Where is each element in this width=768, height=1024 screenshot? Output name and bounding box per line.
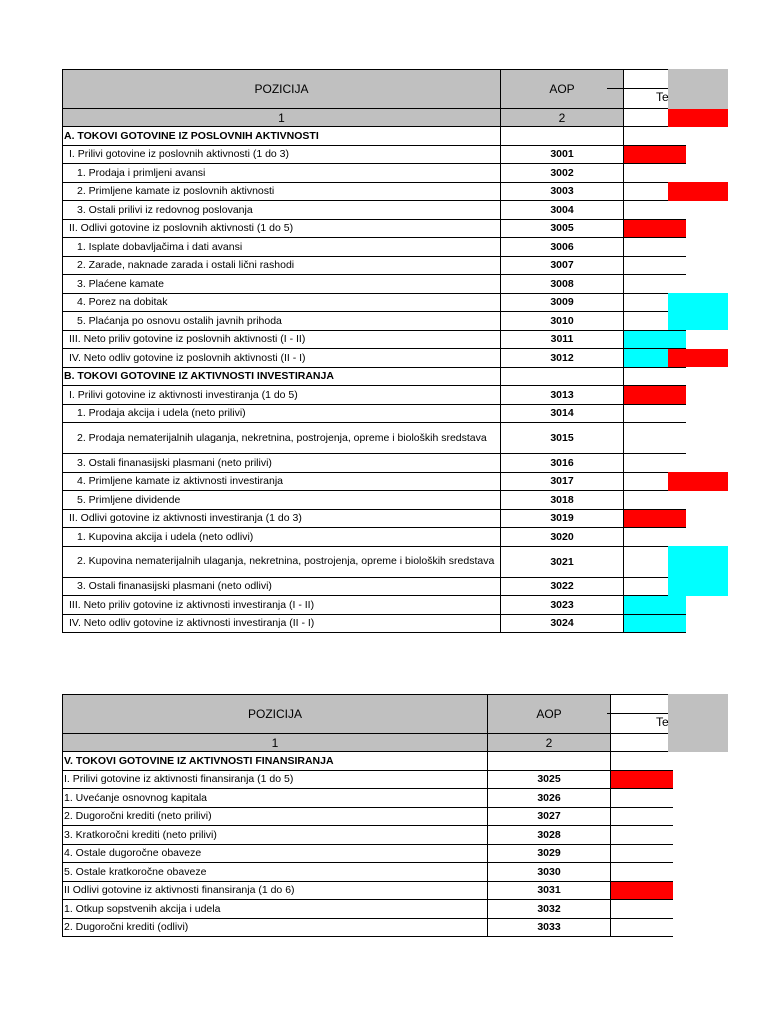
table-row xyxy=(63,472,687,491)
row-label: 3. Kratkoročni krediti (neto prilivi) xyxy=(63,826,488,845)
cell-fill-cyan xyxy=(624,330,687,349)
row-aop xyxy=(501,367,624,386)
header-aop: AOP xyxy=(501,70,624,109)
cell-empty[interactable] xyxy=(611,863,674,882)
row-aop: 3020 xyxy=(501,528,624,547)
row-aop: 3027 xyxy=(488,807,611,826)
cell-fill-extension xyxy=(668,546,728,577)
row-aop: 3018 xyxy=(501,491,624,510)
row-label: III. Neto priliv gotovine iz poslovnih aktivnosti (I - II) xyxy=(63,330,501,349)
row-label: 4. Porez na dobitak xyxy=(63,293,501,312)
row-label: I. Prilivi gotovine iz aktivnosti finansiranja (1 do 5) xyxy=(63,770,488,789)
row-aop: 3006 xyxy=(501,238,624,257)
table-number-row xyxy=(63,109,687,127)
row-aop: 3023 xyxy=(501,596,624,615)
cell-empty[interactable] xyxy=(624,491,687,510)
header-partial-label: Te xyxy=(656,715,669,729)
row-label: 2. Kupovina nematerijalnih ulaganja, nekretnina, postrojenja, opreme i bioloških sredstava xyxy=(63,546,501,577)
row-label: 2. Zarade, naknade zarada i ostali lični rashodi xyxy=(63,256,501,275)
row-label: 4. Ostale dugoročne obaveze xyxy=(63,844,488,863)
row-aop xyxy=(488,752,611,771)
cell-empty[interactable] xyxy=(624,201,687,220)
cell-empty[interactable] xyxy=(624,423,687,454)
row-aop: 3025 xyxy=(488,770,611,789)
row-aop: 3001 xyxy=(501,145,624,164)
table-row xyxy=(63,219,687,238)
row-label: 3. Ostali finanasijski plasmani (neto prilivi) xyxy=(63,454,501,473)
cell-fill-extension xyxy=(668,182,728,201)
row-label: I. Prilivi gotovine iz poslovnih aktivnosti (1 do 3) xyxy=(63,145,501,164)
cash-flow-table-financing xyxy=(62,694,673,937)
cell-empty[interactable] xyxy=(624,256,687,275)
cell-empty[interactable] xyxy=(611,752,674,771)
row-aop: 3009 xyxy=(501,293,624,312)
table-row xyxy=(63,145,687,164)
cell-empty[interactable] xyxy=(624,367,687,386)
cell-empty[interactable] xyxy=(611,918,674,937)
table-row xyxy=(63,918,674,937)
cell-fill-extension xyxy=(668,293,728,312)
header-num-1: 1 xyxy=(63,109,501,127)
cell-fill-cyan xyxy=(624,596,687,615)
row-label: II. Odlivi gotovine iz aktivnosti investiranja (1 do 3) xyxy=(63,509,501,528)
table-row xyxy=(63,770,674,789)
row-label: 2. Dugoročni krediti (neto prilivi) xyxy=(63,807,488,826)
cell-empty[interactable] xyxy=(624,528,687,547)
row-label: 5. Plaćanja po osnovu ostalih javnih prihoda xyxy=(63,312,501,331)
table-row xyxy=(63,201,687,220)
table-row xyxy=(63,330,687,349)
header-num-2: 2 xyxy=(488,734,611,752)
row-aop: 3010 xyxy=(501,312,624,331)
row-label: B. TOKOVI GOTOVINE IZ AKTIVNOSTI INVESTIRANJA xyxy=(63,367,501,386)
row-aop: 3013 xyxy=(501,386,624,405)
section-row xyxy=(63,367,687,386)
table-row xyxy=(63,826,674,845)
cell-empty[interactable] xyxy=(624,454,687,473)
row-label: 2. Primljene kamate iz poslovnih aktivnosti xyxy=(63,182,501,201)
row-label: 3. Plaćene kamate xyxy=(63,275,501,294)
cell-empty[interactable] xyxy=(624,404,687,423)
cell-fill-extension xyxy=(668,349,728,368)
header-pozicija: POZICIJA xyxy=(63,70,501,109)
header-num-2: 2 xyxy=(501,109,624,127)
row-label: 1. Otkup sopstvenih akcija i udela xyxy=(63,900,488,919)
row-label: V. TOKOVI GOTOVINE IZ AKTIVNOSTI FINANSIRANJA xyxy=(63,752,488,771)
header-pozicija: POZICIJA xyxy=(63,695,488,734)
row-aop: 3024 xyxy=(501,614,624,633)
row-label: 4. Primljene kamate iz aktivnosti investiranja xyxy=(63,472,501,491)
row-aop: 3033 xyxy=(488,918,611,937)
row-aop: 3028 xyxy=(488,826,611,845)
table-row xyxy=(63,881,674,900)
row-label: I. Prilivi gotovine iz aktivnosti investiranja (1 do 5) xyxy=(63,386,501,405)
cell-empty[interactable] xyxy=(624,238,687,257)
row-aop: 3008 xyxy=(501,275,624,294)
table-header-row xyxy=(63,695,674,734)
row-aop: 3017 xyxy=(501,472,624,491)
row-aop: 3003 xyxy=(501,182,624,201)
table-row xyxy=(63,423,687,454)
row-aop: 3011 xyxy=(501,330,624,349)
header-num-3 xyxy=(611,734,674,752)
cell-fill-red xyxy=(624,386,687,405)
header-divider xyxy=(607,713,668,714)
row-label: 1. Kupovina akcija i udela (neto odlivi) xyxy=(63,528,501,547)
row-label: IV. Neto odliv gotovine iz aktivnosti investiranja (II - I) xyxy=(63,614,501,633)
table-row xyxy=(63,577,687,596)
row-aop: 3005 xyxy=(501,219,624,238)
row-aop: 3031 xyxy=(488,881,611,900)
table-row xyxy=(63,454,687,473)
section-row xyxy=(63,127,687,146)
cell-empty[interactable] xyxy=(611,844,674,863)
table-header-row xyxy=(63,70,687,109)
row-aop: 3032 xyxy=(488,900,611,919)
cell-fill-extension xyxy=(668,312,728,331)
table-row xyxy=(63,596,687,615)
cell-fill-extension xyxy=(668,472,728,491)
row-label: III. Neto priliv gotovine iz aktivnosti investiranja (I - II) xyxy=(63,596,501,615)
cell-empty[interactable] xyxy=(624,275,687,294)
row-label: 1. Prodaja akcija i udela (neto prilivi) xyxy=(63,404,501,423)
row-label: 1. Isplate dobavljačima i dati avansi xyxy=(63,238,501,257)
row-label: 2. Dugoročni krediti (odlivi) xyxy=(63,918,488,937)
header-num-1: 1 xyxy=(63,734,488,752)
table-row xyxy=(63,863,674,882)
cell-empty[interactable] xyxy=(611,900,674,919)
row-aop: 3016 xyxy=(501,454,624,473)
table-row xyxy=(63,844,674,863)
row-label: 1. Uvećanje osnovnog kapitala xyxy=(63,789,488,808)
row-label: A. TOKOVI GOTOVINE IZ POSLOVNIH AKTIVNOSTI xyxy=(63,127,501,146)
row-label: 5. Ostale kratkoročne obaveze xyxy=(63,863,488,882)
row-label: 3. Ostali prilivi iz redovnog poslovanja xyxy=(63,201,501,220)
row-aop: 3004 xyxy=(501,201,624,220)
row-aop: 3002 xyxy=(501,164,624,183)
row-aop: 3029 xyxy=(488,844,611,863)
table-row xyxy=(63,491,687,510)
table-number-row xyxy=(63,734,674,752)
row-aop: 3026 xyxy=(488,789,611,808)
table-row xyxy=(63,900,674,919)
row-label: IV. Neto odliv gotovine iz poslovnih aktivnosti (II - I) xyxy=(63,349,501,368)
cell-fill-red xyxy=(611,881,674,900)
header-divider xyxy=(607,88,668,89)
cell-fill-red xyxy=(611,770,674,789)
row-aop: 3012 xyxy=(501,349,624,368)
cell-fill-cyan xyxy=(624,614,687,633)
cell-fill-red xyxy=(624,509,687,528)
cell-empty[interactable] xyxy=(624,164,687,183)
table-row xyxy=(63,386,687,405)
row-label: 5. Primljene dividende xyxy=(63,491,501,510)
table-row xyxy=(63,312,687,331)
table-row xyxy=(63,614,687,633)
table-row xyxy=(63,349,687,368)
row-label: 2. Prodaja nematerijalnih ulaganja, nekretnina, postrojenja, opreme i bioloških sredstava xyxy=(63,423,501,454)
cell-empty[interactable] xyxy=(611,789,674,808)
table-row xyxy=(63,807,674,826)
header-partial-label: Te xyxy=(656,90,669,104)
table-row xyxy=(63,546,687,577)
row-label: 3. Ostali finanasijski plasmani (neto odlivi) xyxy=(63,577,501,596)
header-col4-cutoff xyxy=(668,694,728,752)
table-row xyxy=(63,182,687,201)
cell-fill-red xyxy=(624,219,687,238)
cell-fill-extension xyxy=(668,577,728,596)
row-aop xyxy=(501,127,624,146)
section-row xyxy=(63,752,674,771)
cash-flow-table-operating-investing xyxy=(62,69,686,633)
row-aop: 3022 xyxy=(501,577,624,596)
cell-empty[interactable] xyxy=(611,826,674,845)
table-row xyxy=(63,509,687,528)
table-row xyxy=(63,293,687,312)
row-label: II. Odlivi gotovine iz poslovnih aktivnosti (1 do 5) xyxy=(63,219,501,238)
table-row xyxy=(63,164,687,183)
row-aop: 3019 xyxy=(501,509,624,528)
row-label: 1. Prodaja i primljeni avansi xyxy=(63,164,501,183)
table-row xyxy=(63,256,687,275)
table-row xyxy=(63,275,687,294)
row-aop: 3030 xyxy=(488,863,611,882)
row-aop: 3015 xyxy=(501,423,624,454)
row-label: II Odlivi gotovine iz aktivnosti finansiranja (1 do 6) xyxy=(63,881,488,900)
cell-fill-extension xyxy=(668,109,728,127)
table-row xyxy=(63,789,674,808)
cell-empty[interactable] xyxy=(611,807,674,826)
cell-fill-red xyxy=(624,145,687,164)
table-row xyxy=(63,528,687,547)
table-row xyxy=(63,404,687,423)
row-aop: 3021 xyxy=(501,546,624,577)
row-aop: 3014 xyxy=(501,404,624,423)
row-aop: 3007 xyxy=(501,256,624,275)
header-aop: AOP xyxy=(488,695,611,734)
cell-empty[interactable] xyxy=(624,127,687,146)
table-row xyxy=(63,238,687,257)
